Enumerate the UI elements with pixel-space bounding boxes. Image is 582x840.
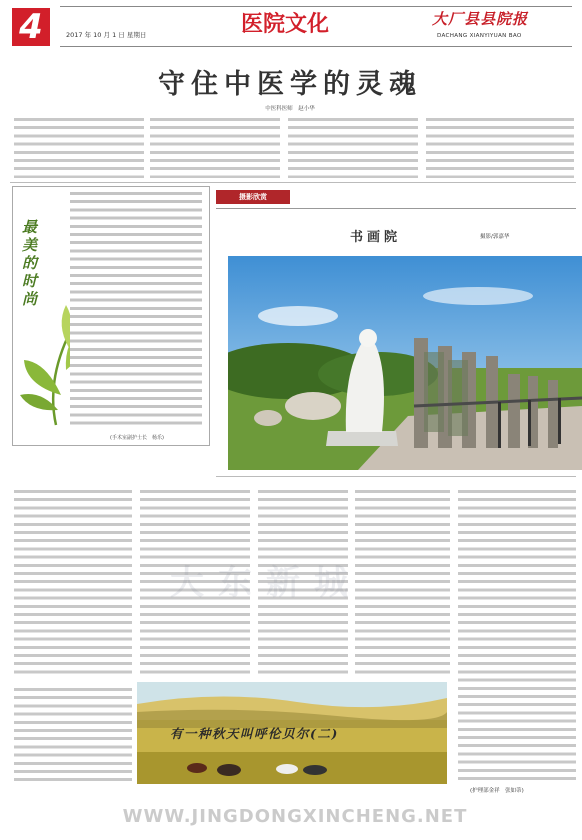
courtyard-scene (228, 256, 582, 470)
text-texture (14, 488, 132, 678)
article-column-2 (150, 116, 280, 178)
text-texture (70, 190, 202, 428)
section-title: 医院文化 (240, 11, 329, 37)
article-column-4 (426, 116, 574, 178)
panorama-caption: 有一种秋天叫呼伦贝尔(二) (170, 726, 339, 741)
photo-rule (216, 208, 576, 209)
text-texture (288, 116, 418, 178)
lower-column-1 (14, 488, 132, 678)
poem-credit: (手术室副护士长 杨乐) (110, 435, 164, 441)
text-texture (14, 686, 132, 786)
article-column-3 (288, 116, 418, 178)
article-author: 中医科医师 赵小华 (265, 106, 315, 112)
issue-date: 2017 年 10 月 1 日 星期日 (66, 31, 147, 39)
header-top-rule (60, 6, 572, 7)
poem-title: 最美的时尚 (22, 218, 38, 308)
article-title: 守住中医学的灵魂 (158, 69, 422, 100)
text-texture (458, 488, 576, 784)
watermark-center: 大东新城 (170, 563, 362, 603)
text-texture (150, 116, 280, 178)
article-credit: (护理部金祥 张如蒂) (470, 788, 524, 794)
text-texture (14, 116, 144, 178)
watermark-url: WWW.JINGDONGXINCHENG.NET (122, 806, 468, 827)
newspaper-pinyin: DACHANG XIANYIYUAN BAO (437, 33, 522, 39)
photo-bottom-rule (216, 476, 576, 477)
text-texture (355, 488, 450, 678)
text-texture (426, 116, 574, 178)
section-divider (10, 182, 576, 183)
lower-column-1b (14, 686, 132, 786)
photo-badge: 摄影欣赏 (216, 190, 290, 204)
newspaper-name: 大厂县县院报 (432, 10, 529, 28)
courtyard-photo (228, 256, 582, 470)
photo-title: 书画院 (350, 230, 402, 245)
lower-column-4 (355, 488, 450, 678)
lower-column-5 (458, 488, 576, 784)
page-number: 4 (12, 8, 50, 46)
poem-body (70, 190, 202, 428)
header-bottom-rule (60, 46, 572, 47)
article-column-1 (14, 116, 144, 178)
photo-credit: 摄影/郭嘉华 (480, 234, 510, 240)
